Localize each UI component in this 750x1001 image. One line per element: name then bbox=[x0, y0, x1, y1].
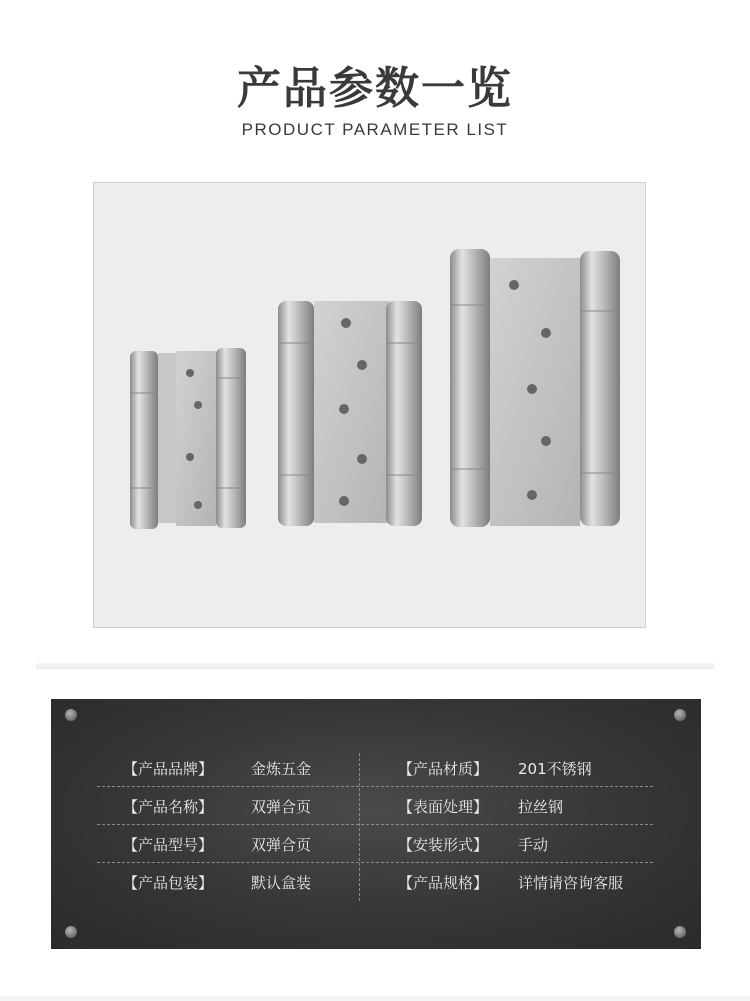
screw-icon bbox=[65, 926, 77, 938]
section-divider bbox=[36, 663, 714, 669]
param-value: 详情请咨询客服 bbox=[518, 874, 624, 892]
parameter-row bbox=[97, 863, 653, 901]
parameter-row bbox=[97, 787, 653, 825]
param-value: 双弹合页 bbox=[251, 798, 312, 816]
screw-icon bbox=[65, 709, 77, 721]
param-label: 【产品材质】 bbox=[398, 760, 489, 778]
small-hinge bbox=[130, 348, 246, 529]
param-label: 【产品名称】 bbox=[123, 798, 214, 816]
param-label: 【产品型号】 bbox=[123, 836, 214, 854]
large-hinge bbox=[450, 249, 620, 527]
page-subtitle: PRODUCT PARAMETER LIST bbox=[241, 120, 509, 139]
param-value: 拉丝钢 bbox=[518, 798, 564, 816]
parameter-row bbox=[97, 825, 653, 863]
product-photo bbox=[93, 182, 646, 628]
param-label: 【表面处理】 bbox=[398, 798, 489, 816]
parameter-panel bbox=[51, 699, 701, 949]
param-label: 【产品包装】 bbox=[123, 874, 214, 892]
param-label: 【产品规格】 bbox=[398, 874, 489, 892]
screw-icon bbox=[674, 709, 686, 721]
param-value: 默认盒装 bbox=[251, 874, 312, 892]
param-label: 【产品品牌】 bbox=[123, 760, 214, 778]
bottom-divider bbox=[0, 996, 750, 1001]
screw-icon bbox=[674, 926, 686, 938]
param-value: 双弹合页 bbox=[251, 836, 312, 854]
page-title: 产品参数一览 bbox=[237, 63, 513, 114]
param-value: 手动 bbox=[518, 836, 549, 854]
medium-hinge bbox=[278, 301, 422, 526]
parameter-table bbox=[97, 749, 653, 914]
param-label: 【安装形式】 bbox=[398, 836, 489, 854]
param-value: 201不锈钢 bbox=[518, 760, 592, 778]
parameter-row bbox=[97, 749, 653, 787]
param-value: 金炼五金 bbox=[251, 760, 312, 778]
